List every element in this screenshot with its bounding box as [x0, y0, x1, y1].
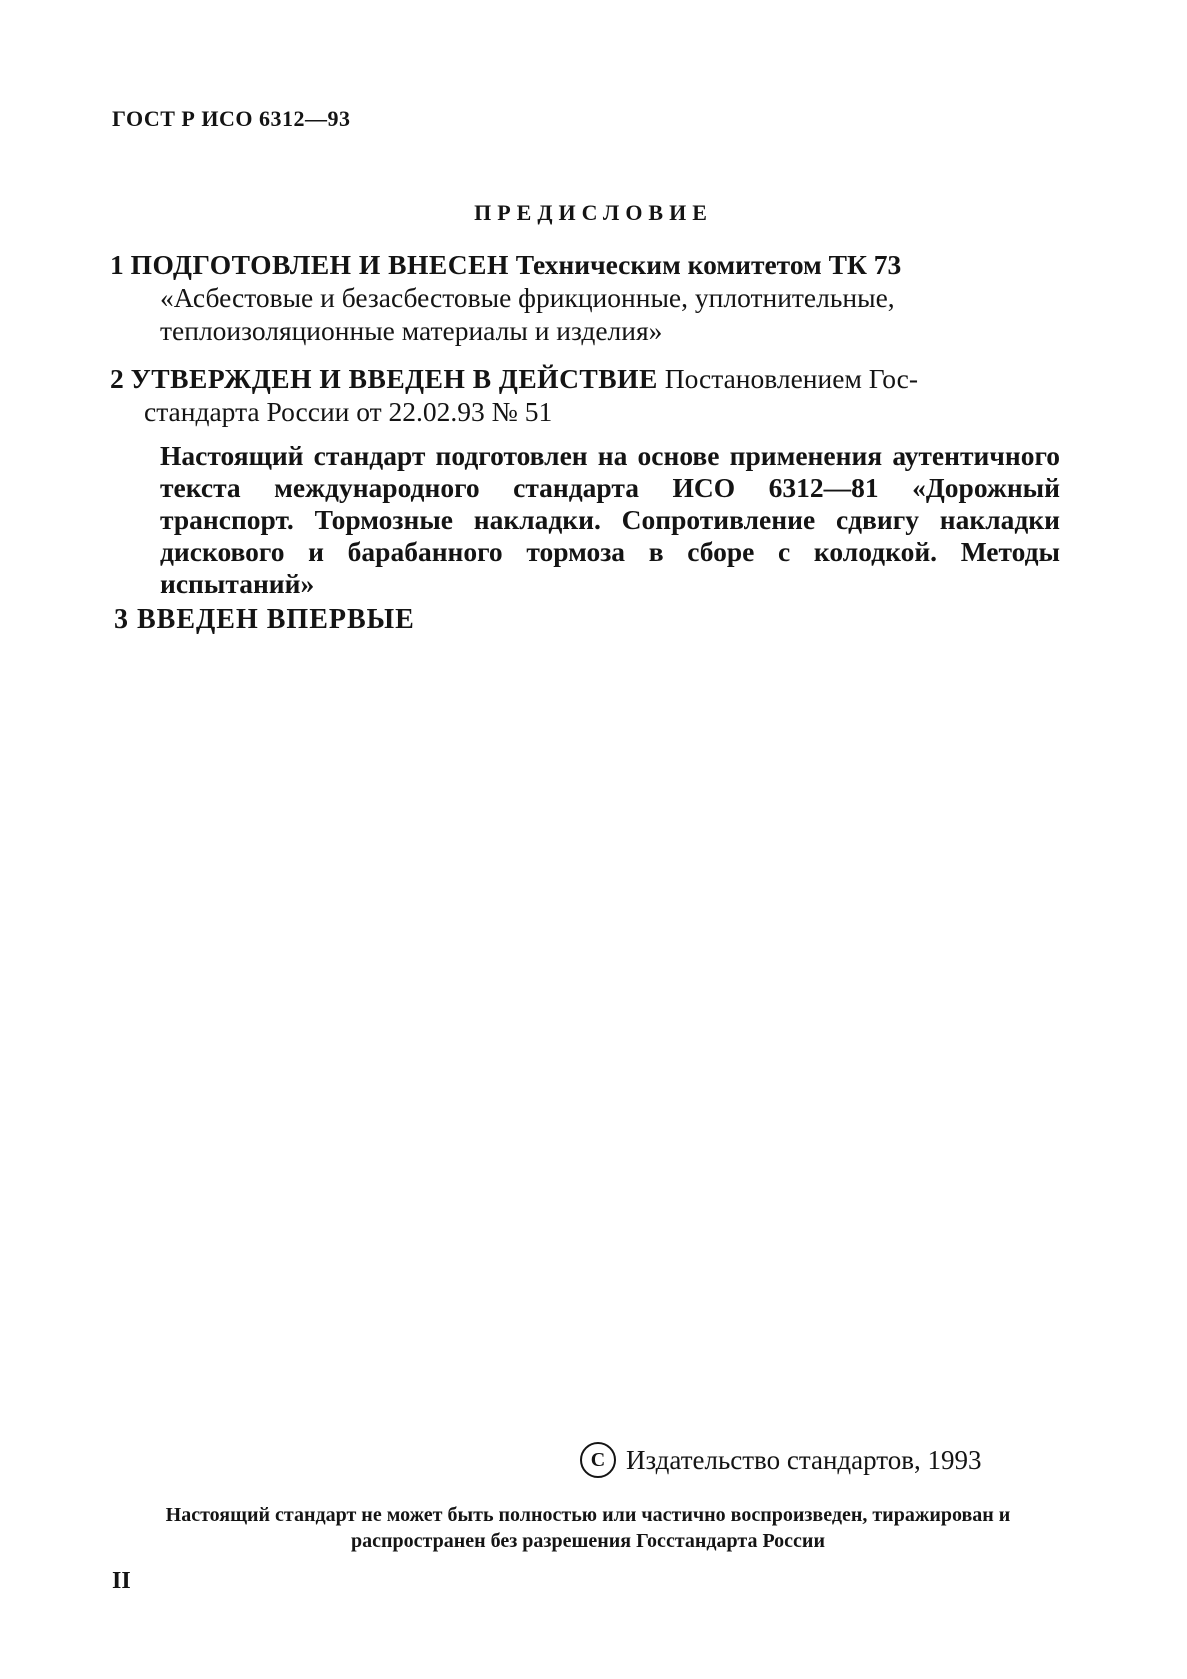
copyright-text: Издательство стандартов, 1993: [626, 1444, 982, 1475]
doc-code-header: ГОСТ Р ИСО 6312—93: [112, 106, 351, 131]
item-2-number: 2: [110, 363, 124, 394]
item-2: [110, 362, 1060, 428]
item-1: [110, 248, 1060, 347]
item-3-lead: ВВЕДЕН ВПЕРВЫЕ: [137, 604, 415, 635]
page-title: ПРЕДИСЛОВИЕ: [474, 200, 713, 225]
basis-paragraph: Настоящий стандарт подготовлен на основе применения аутентичного текста международного стандарта ИСО 6312—81 «Дорожный транспорт. Тормозные накладки. Сопротивление сдвигу накладки дискового и барабанного тормоза в сборе с колодкой. Методы испытаний»: [160, 440, 1060, 599]
item-3: [114, 604, 415, 636]
item-1-continuation: «Асбестовые и безасбестовые фрикционные, уплотнительные, теплоизоляционные материалы и изделия»: [160, 282, 895, 346]
copyright-icon: C: [580, 1442, 616, 1478]
item-3-number: 3: [114, 604, 129, 635]
item-2-lead: УТВЕРЖДЕН И ВВЕДЕН В ДЕЙСТВИЕ: [130, 363, 658, 394]
copyright-line: [580, 1442, 981, 1478]
item-1-text: Техническим комитетом ТК 73: [515, 249, 902, 280]
page-number: II: [112, 1568, 131, 1594]
item-1-lead: ПОДГОТОВЛЕН И ВНЕСЕН: [130, 249, 509, 280]
item-2-continuation: стандарта России от 22.02.93 № 51: [144, 396, 553, 427]
item-2-text: Постановлением Гос-: [664, 363, 919, 394]
reproduction-notice: Настоящий стандарт не может быть полностью или частично воспроизведен, тиражирован и распространен без разрешения Госстандарта России: [165, 1504, 1011, 1552]
item-1-number: 1: [110, 249, 124, 280]
